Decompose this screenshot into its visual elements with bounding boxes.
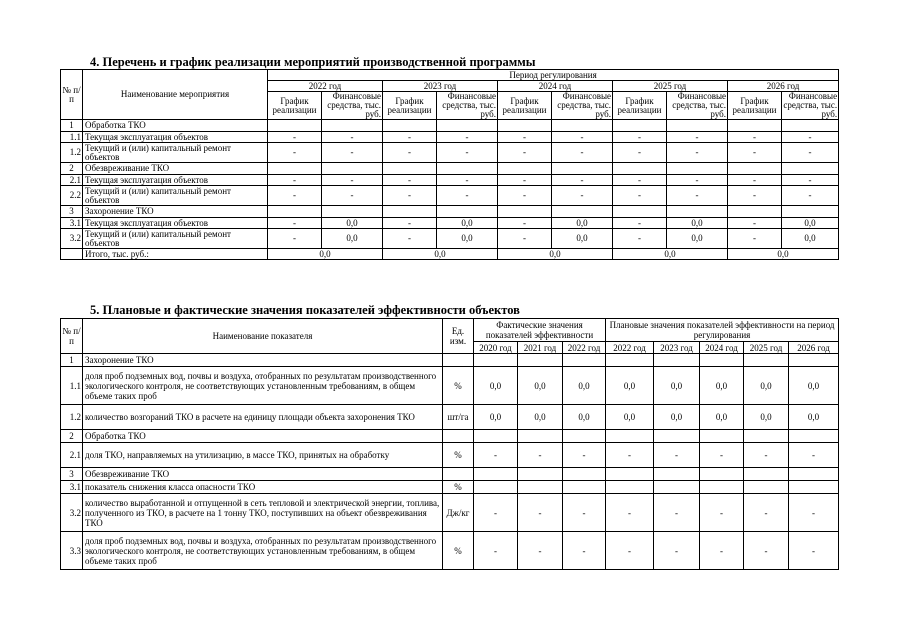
value-cell: 0,0 xyxy=(789,367,839,405)
value-cell: 0,0 xyxy=(437,229,498,249)
table-row xyxy=(61,443,839,468)
value-cell: 0,0 xyxy=(518,367,563,405)
value-cell: - xyxy=(474,532,518,570)
empty-cell xyxy=(728,120,782,132)
value-cell: - xyxy=(613,229,667,249)
empty-cell xyxy=(606,354,654,367)
value-cell: - xyxy=(700,443,744,468)
empty-cell xyxy=(667,120,728,132)
value-cell: - xyxy=(518,532,563,570)
row-num: 3.3 xyxy=(61,532,83,570)
value-cell: 0,0 xyxy=(563,367,606,405)
value-cell: 0,0 xyxy=(700,405,744,430)
value-cell: - xyxy=(728,175,782,186)
value-cell: - xyxy=(498,186,552,206)
value-cell: - xyxy=(322,143,383,163)
empty-cell xyxy=(744,354,789,367)
header-year: 2025 год xyxy=(613,81,728,92)
row-unit: % xyxy=(443,367,474,405)
row-num: 1.2 xyxy=(61,143,83,163)
value-cell: - xyxy=(498,229,552,249)
value-cell: - xyxy=(654,494,700,532)
empty-cell xyxy=(654,468,700,481)
empty-cell xyxy=(613,120,667,132)
empty-cell xyxy=(744,468,789,481)
table-row xyxy=(61,218,839,229)
value-cell: 0,0 xyxy=(782,218,839,229)
header-finance: Финансовые средства, тыс. руб. xyxy=(667,92,728,120)
empty-cell xyxy=(437,120,498,132)
value-cell: - xyxy=(613,218,667,229)
value-cell: - xyxy=(383,218,437,229)
empty-cell xyxy=(383,206,437,218)
value-cell xyxy=(744,481,789,494)
empty-cell xyxy=(606,468,654,481)
empty-cell xyxy=(654,430,700,443)
empty-cell xyxy=(700,468,744,481)
section-row xyxy=(61,120,839,132)
empty-cell xyxy=(613,163,667,175)
value-cell: - xyxy=(563,494,606,532)
empty-cell xyxy=(61,249,83,260)
row-num: 1 xyxy=(61,354,83,367)
row-num: 3 xyxy=(61,206,83,218)
header-year: 2025 год xyxy=(744,342,789,354)
row-name: Обработка ТКО xyxy=(83,120,268,132)
header-finance: Финансовые средства, тыс. руб. xyxy=(552,92,613,120)
value-cell: - xyxy=(744,532,789,570)
empty-cell xyxy=(744,430,789,443)
value-cell: 0,0 xyxy=(322,229,383,249)
value-cell xyxy=(474,481,518,494)
value-cell: 0,0 xyxy=(322,218,383,229)
row-name: доля проб подземных вод, почвы и воздуха, отобранных по результатам производственного экологического контроля, не соответствующих установленным требованиям, в общем объеме таких проб xyxy=(83,532,443,570)
value-cell: - xyxy=(437,143,498,163)
empty-cell xyxy=(667,206,728,218)
value-cell: 0,0 xyxy=(474,367,518,405)
header-schedule: График реализации xyxy=(728,92,782,120)
value-cell: - xyxy=(782,186,839,206)
empty-cell xyxy=(322,206,383,218)
empty-cell xyxy=(443,430,474,443)
empty-cell xyxy=(268,163,322,175)
value-cell: - xyxy=(728,229,782,249)
value-cell: - xyxy=(383,143,437,163)
production-program-table xyxy=(60,69,839,260)
value-cell: - xyxy=(700,532,744,570)
empty-cell xyxy=(474,354,518,367)
table-row xyxy=(61,481,839,494)
value-cell xyxy=(518,481,563,494)
value-cell xyxy=(606,481,654,494)
header-schedule: График реализации xyxy=(268,92,322,120)
header-year: 2026 год xyxy=(789,342,839,354)
value-cell: - xyxy=(606,532,654,570)
header-year: 2020 год xyxy=(474,342,518,354)
row-name: показатель снижения класса опасности ТКО xyxy=(83,481,443,494)
table-row xyxy=(61,175,839,186)
value-cell: - xyxy=(498,143,552,163)
header-year: 2024 год xyxy=(700,342,744,354)
row-name: Обезвреживание ТКО xyxy=(83,163,268,175)
section-5-title: 5. Плановые и фактические значения показателей эффективности объектов xyxy=(90,303,520,317)
value-cell xyxy=(654,481,700,494)
header-num: № п/п xyxy=(61,70,83,120)
section-row xyxy=(61,430,839,443)
empty-cell xyxy=(268,206,322,218)
empty-cell xyxy=(700,430,744,443)
header-finance: Финансовые средства, тыс. руб. xyxy=(322,92,383,120)
empty-cell xyxy=(700,354,744,367)
value-cell: - xyxy=(613,175,667,186)
empty-cell xyxy=(606,430,654,443)
row-name: Захоронение ТКО xyxy=(83,206,268,218)
empty-cell xyxy=(552,120,613,132)
total-value: 0,0 xyxy=(498,249,613,260)
value-cell: - xyxy=(654,443,700,468)
value-cell: - xyxy=(322,132,383,143)
row-num: 3.1 xyxy=(61,481,83,494)
table-row xyxy=(61,532,839,570)
value-cell: - xyxy=(654,532,700,570)
value-cell: 0,0 xyxy=(744,367,789,405)
value-cell: 0,0 xyxy=(552,229,613,249)
row-unit: % xyxy=(443,443,474,468)
table-row xyxy=(61,405,839,430)
header-year: 2026 год xyxy=(728,81,839,92)
value-cell: 0,0 xyxy=(606,405,654,430)
value-cell: - xyxy=(667,186,728,206)
empty-cell xyxy=(474,468,518,481)
row-unit: шт/га xyxy=(443,405,474,430)
header-period: Период регулирования xyxy=(268,70,839,81)
row-num: 1 xyxy=(61,120,83,132)
table-row xyxy=(61,132,839,143)
value-cell: - xyxy=(383,132,437,143)
value-cell: - xyxy=(667,143,728,163)
value-cell: - xyxy=(498,132,552,143)
value-cell: 0,0 xyxy=(654,367,700,405)
value-cell: - xyxy=(613,186,667,206)
row-name: доля проб подземных вод, почвы и воздуха, отобранных по результатам производственного экологического контроля, не соответствующих установленным требованиям, в общем объеме таких проб xyxy=(83,367,443,405)
empty-cell xyxy=(782,206,839,218)
value-cell: - xyxy=(322,175,383,186)
empty-cell xyxy=(654,354,700,367)
value-cell: - xyxy=(268,132,322,143)
value-cell: 0,0 xyxy=(667,229,728,249)
total-label: Итого, тыс. руб.: xyxy=(83,249,268,260)
total-row xyxy=(61,249,839,260)
value-cell: - xyxy=(667,132,728,143)
row-name: Текущая эксплуатация объектов xyxy=(83,132,268,143)
empty-cell xyxy=(563,354,606,367)
table-row xyxy=(61,229,839,249)
header-finance: Финансовые средства, тыс. руб. xyxy=(783,91,838,119)
header-num: № п/п xyxy=(61,319,83,354)
value-cell: - xyxy=(606,494,654,532)
row-num: 1.2 xyxy=(61,405,83,430)
row-name: Обезвреживание ТКО xyxy=(83,468,443,481)
header-year: 2022 год xyxy=(268,81,383,92)
empty-cell xyxy=(474,430,518,443)
row-name: Захоронение ТКО xyxy=(83,354,443,367)
row-num: 2.1 xyxy=(61,175,83,186)
row-num: 2 xyxy=(61,430,83,443)
value-cell: - xyxy=(728,132,782,143)
row-num: 3.2 xyxy=(61,229,83,249)
row-name: Текущая эксплуатация объектов xyxy=(83,175,268,186)
value-cell: - xyxy=(552,143,613,163)
header-schedule: График реализации xyxy=(383,92,437,120)
empty-cell xyxy=(782,163,839,175)
empty-cell xyxy=(613,206,667,218)
header-year: 2021 год xyxy=(518,342,563,354)
value-cell: - xyxy=(552,175,613,186)
value-cell xyxy=(563,481,606,494)
row-num: 1.1 xyxy=(61,367,83,405)
value-cell: - xyxy=(498,175,552,186)
row-unit: Дж/кг xyxy=(443,494,474,532)
row-name: Текущий и (или) капитальный ремонт объектов xyxy=(83,229,268,249)
value-cell: - xyxy=(613,132,667,143)
value-cell: - xyxy=(782,143,839,163)
header-fact-values: Фактические значения показателей эффективности xyxy=(474,319,606,342)
empty-cell xyxy=(322,120,383,132)
value-cell: - xyxy=(437,132,498,143)
empty-cell xyxy=(728,206,782,218)
value-cell: - xyxy=(474,494,518,532)
empty-cell xyxy=(498,163,552,175)
value-cell: - xyxy=(268,186,322,206)
section-row xyxy=(61,163,839,175)
value-cell: 0,0 xyxy=(474,405,518,430)
header-unit: Ед. изм. xyxy=(443,319,474,354)
header-year: 2024 год xyxy=(498,81,613,92)
value-cell: - xyxy=(383,186,437,206)
value-cell: - xyxy=(667,175,728,186)
table-row xyxy=(61,186,839,206)
row-name: Текущий и (или) капитальный ремонт объектов xyxy=(83,186,268,206)
row-num: 1.1 xyxy=(61,132,83,143)
value-cell: 0,0 xyxy=(654,405,700,430)
value-cell: 0,0 xyxy=(789,405,839,430)
empty-cell xyxy=(789,354,839,367)
empty-cell xyxy=(563,468,606,481)
header-schedule: График реализации xyxy=(613,92,667,120)
value-cell: 0,0 xyxy=(667,218,728,229)
section-row xyxy=(61,468,839,481)
value-cell: - xyxy=(728,218,782,229)
empty-cell xyxy=(518,354,563,367)
value-cell: - xyxy=(268,218,322,229)
total-value: 0,0 xyxy=(613,249,728,260)
row-name: Текущая эксплуатация объектов xyxy=(83,218,268,229)
total-value: 0,0 xyxy=(728,249,839,260)
value-cell: - xyxy=(728,143,782,163)
row-unit: % xyxy=(443,481,474,494)
header-plan-values: Плановые значения показателей эффективности на период регулирования xyxy=(606,319,839,342)
value-cell: - xyxy=(789,494,839,532)
section-row xyxy=(61,354,839,367)
value-cell: - xyxy=(728,186,782,206)
empty-cell xyxy=(443,354,474,367)
section-row xyxy=(61,206,839,218)
value-cell: - xyxy=(437,186,498,206)
empty-cell xyxy=(563,430,606,443)
total-value: 0,0 xyxy=(268,249,383,260)
row-unit: % xyxy=(443,532,474,570)
row-num: 2.1 xyxy=(61,443,83,468)
header-schedule: График реализации xyxy=(498,92,552,120)
header-year: 2022 год xyxy=(606,342,654,354)
value-cell: - xyxy=(474,443,518,468)
row-num: 3.2 xyxy=(61,494,83,532)
table-row xyxy=(61,143,839,163)
header-indicator-name: Наименование показателя xyxy=(83,319,443,354)
empty-cell xyxy=(322,163,383,175)
empty-cell xyxy=(383,120,437,132)
value-cell: 0,0 xyxy=(744,405,789,430)
value-cell: - xyxy=(322,186,383,206)
header-year: 2022 год xyxy=(563,342,606,354)
row-name: количество возгораний ТКО в расчете на единицу площади объекта захоронения ТКО xyxy=(83,405,443,430)
row-name: количество выработанной и отпущенной в сеть тепловой и электрической энергии, топлива, полученного из ТКО, в расчете на 1 тонну ТКО, поступивших на объект обезвреживания ТКО xyxy=(83,494,443,532)
row-num: 2.2 xyxy=(61,186,83,206)
value-cell: - xyxy=(268,229,322,249)
value-cell xyxy=(700,481,744,494)
empty-cell xyxy=(268,120,322,132)
table-row xyxy=(61,367,839,405)
empty-cell xyxy=(789,468,839,481)
value-cell: 0,0 xyxy=(700,367,744,405)
value-cell: - xyxy=(498,218,552,229)
value-cell: 0,0 xyxy=(518,405,563,430)
empty-cell xyxy=(498,206,552,218)
empty-cell xyxy=(667,163,728,175)
value-cell: 0,0 xyxy=(552,218,613,229)
total-value: 0,0 xyxy=(383,249,498,260)
value-cell: - xyxy=(782,175,839,186)
value-cell: - xyxy=(700,494,744,532)
value-cell: - xyxy=(563,443,606,468)
value-cell: - xyxy=(563,532,606,570)
empty-cell xyxy=(443,468,474,481)
value-cell: 0,0 xyxy=(437,218,498,229)
empty-cell xyxy=(437,163,498,175)
empty-cell xyxy=(518,430,563,443)
value-cell: 0,0 xyxy=(782,229,839,249)
header-year: 2023 год xyxy=(654,342,700,354)
value-cell: - xyxy=(518,494,563,532)
efficiency-indicators-table xyxy=(60,318,839,570)
row-name: Текущий и (или) капитальный ремонт объектов xyxy=(83,143,268,163)
section-4-title: 4. Перечень и график реализации мероприятий производственной программы xyxy=(90,55,536,69)
value-cell: - xyxy=(383,229,437,249)
value-cell xyxy=(789,481,839,494)
table-row xyxy=(61,494,839,532)
empty-cell xyxy=(789,430,839,443)
value-cell: - xyxy=(552,186,613,206)
value-cell: - xyxy=(613,143,667,163)
header-year: 2023 год xyxy=(383,81,498,92)
empty-cell xyxy=(437,206,498,218)
empty-cell xyxy=(498,120,552,132)
empty-cell xyxy=(782,120,839,132)
value-cell: - xyxy=(789,532,839,570)
value-cell: - xyxy=(782,132,839,143)
value-cell: - xyxy=(789,443,839,468)
empty-cell xyxy=(383,163,437,175)
value-cell: - xyxy=(437,175,498,186)
empty-cell xyxy=(518,468,563,481)
empty-cell xyxy=(552,206,613,218)
value-cell: - xyxy=(383,175,437,186)
row-name: Обработка ТКО xyxy=(83,430,443,443)
value-cell: - xyxy=(268,175,322,186)
value-cell: 0,0 xyxy=(563,405,606,430)
header-finance: Финансовые средства, тыс. руб. xyxy=(437,92,498,120)
value-cell: - xyxy=(268,143,322,163)
header-activity-name: Наименование мероприятия xyxy=(83,70,268,120)
value-cell: - xyxy=(552,132,613,143)
row-num: 3 xyxy=(61,468,83,481)
row-num: 3.1 xyxy=(61,218,83,229)
empty-cell xyxy=(728,163,782,175)
value-cell: 0,0 xyxy=(606,367,654,405)
row-name: доля ТКО, направляемых на утилизацию, в массе ТКО, принятых на обработку xyxy=(83,443,443,468)
value-cell: - xyxy=(518,443,563,468)
value-cell: - xyxy=(744,494,789,532)
value-cell: - xyxy=(744,443,789,468)
row-num: 2 xyxy=(61,163,83,175)
value-cell: - xyxy=(606,443,654,468)
empty-cell xyxy=(552,163,613,175)
